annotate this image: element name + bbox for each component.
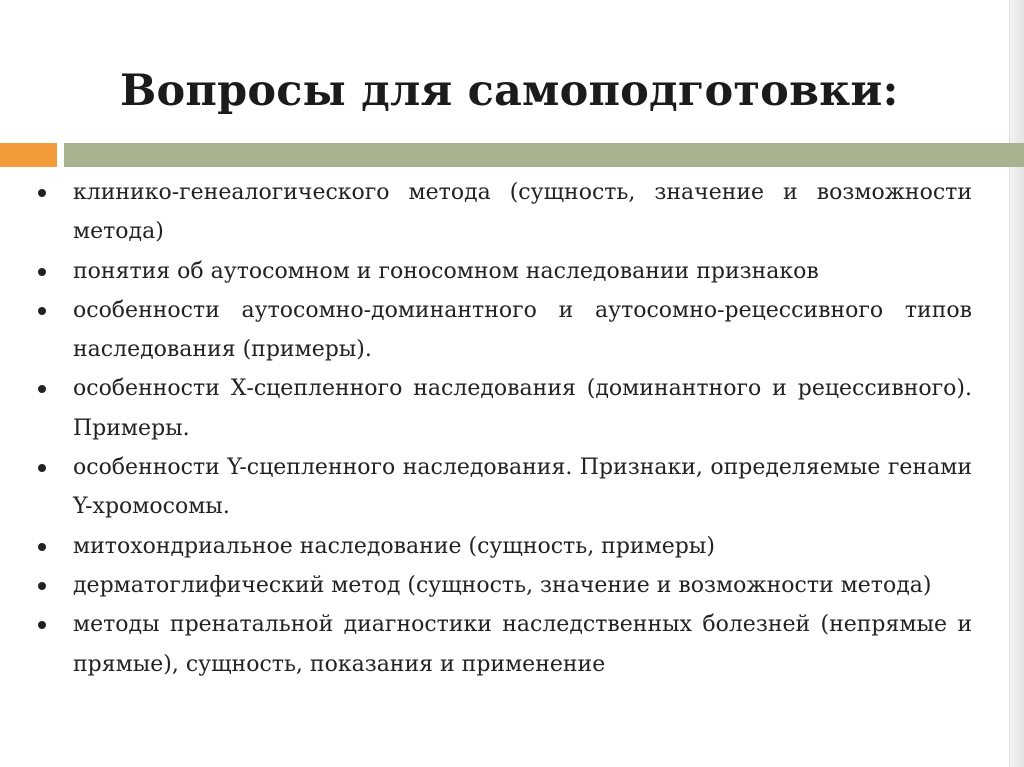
list-item-text: понятия об аутосомном и гоносомном наследовании признаков bbox=[73, 258, 819, 284]
list-item bbox=[38, 369, 972, 448]
slide-title: Вопросы для самоподготовки: bbox=[120, 66, 899, 116]
list-item bbox=[38, 566, 972, 605]
list-item-text: митохондриальное наследование (сущность, примеры) bbox=[73, 533, 715, 559]
bullet-dot-icon bbox=[38, 543, 46, 551]
questions-list bbox=[38, 173, 972, 684]
accent-bar-orange bbox=[0, 143, 57, 167]
bullet-dot-icon bbox=[38, 268, 46, 276]
list-item-text: клинико-генеалогического метода (сущность, значение и возможности метода) bbox=[73, 180, 972, 245]
bullet-dot-icon bbox=[38, 621, 46, 629]
list-item-text: методы пренатальной диагностики наследственных болезней (непрямые и прямые), сущность, показания и применение bbox=[73, 612, 972, 677]
list-item bbox=[38, 291, 972, 370]
list-item-text: особенности аутосомно-доминантного и аутосомно-рецессивного типов наследования (примеры). bbox=[73, 297, 972, 363]
list-item bbox=[38, 605, 972, 684]
list-item bbox=[38, 527, 972, 566]
list-item bbox=[38, 448, 972, 527]
list-item-text: дерматоглифический метод (сущность, значение и возможности метода) bbox=[73, 572, 932, 598]
list-item bbox=[38, 173, 972, 252]
list-item-text: особенности Y-сцепленного наследования. Признаки, определяемые генами Y-хромосомы. bbox=[73, 455, 972, 520]
bullet-dot-icon bbox=[38, 189, 46, 197]
slide-edge-shadow bbox=[1009, 0, 1024, 767]
bullet-dot-icon bbox=[38, 582, 46, 590]
bullet-dot-icon bbox=[38, 385, 46, 393]
list-item-text: особенности Х-сцепленного наследования (доминантного и рецессивного). Примеры. bbox=[73, 376, 972, 441]
bullet-dot-icon bbox=[38, 307, 46, 315]
list-item bbox=[38, 252, 972, 291]
accent-bar-olive bbox=[64, 143, 1024, 167]
bullet-dot-icon bbox=[38, 464, 46, 472]
